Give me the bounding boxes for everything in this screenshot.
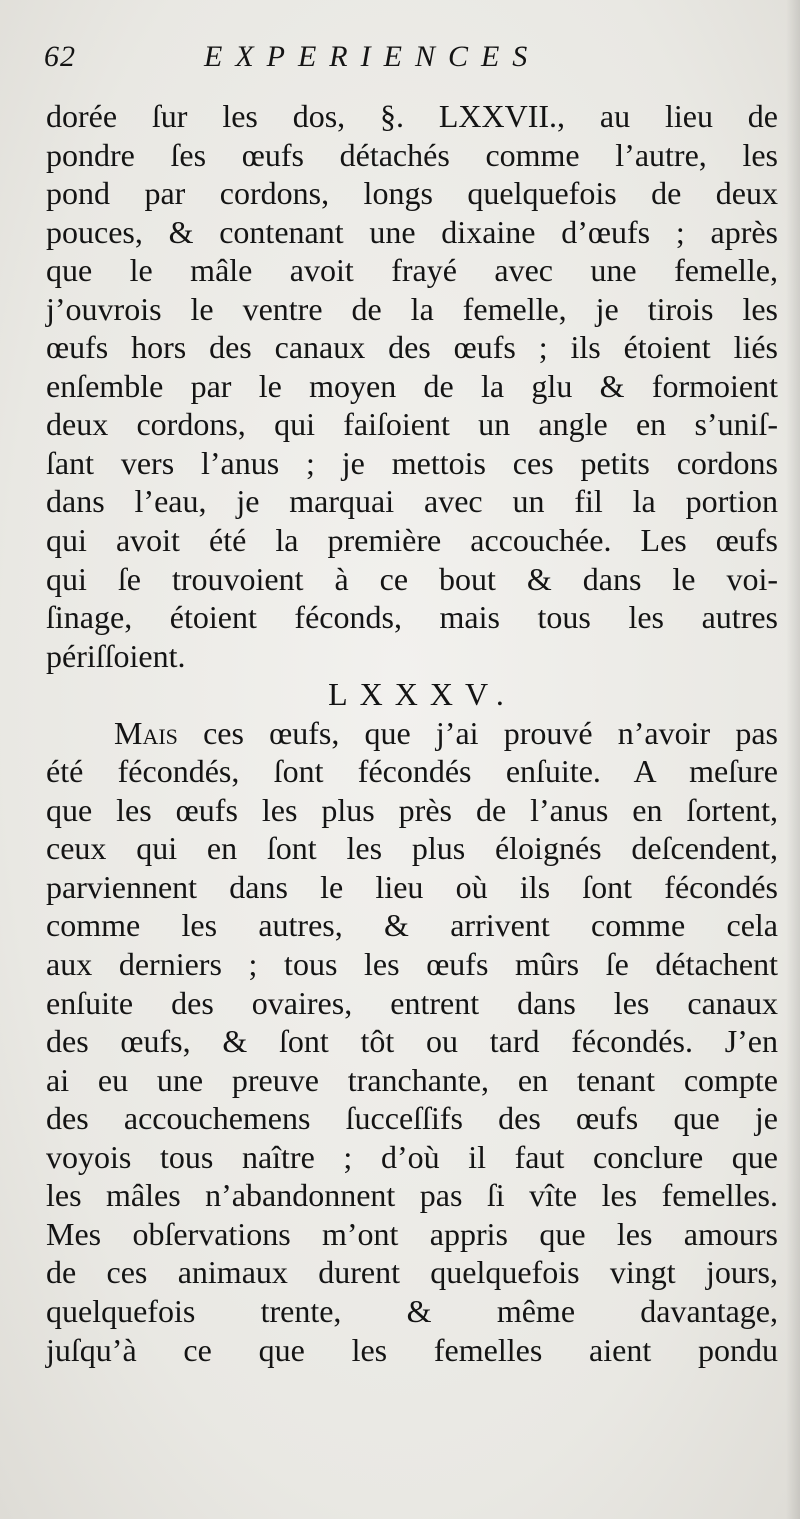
- page-number: 62: [44, 40, 76, 73]
- text-line: œufs hors des canaux des œufs ; ils étoient liés: [46, 329, 778, 366]
- running-title: EXPERIENCES: [204, 40, 541, 73]
- text-line: quelquefois trente, & même davantage,: [46, 1292, 778, 1329]
- text-line: de ces animaux durent quelquefois vingt jours,: [46, 1254, 778, 1291]
- text-line: qui ſe trouvoient à ce bout & dans le voi-: [46, 560, 778, 597]
- first-line-rest: ces œufs, que j’ai prouvé n’avoir pas: [177, 714, 778, 751]
- text-line: dans l’eau, je marquai avec un fil la portion: [46, 483, 778, 520]
- text-line: Mes obſervations m’ont appris que les amours: [46, 1215, 778, 1252]
- text-line: deux cordons, qui faiſoient un angle en s’uniſ-: [46, 406, 778, 443]
- text-line: j’ouvrois le ventre de la femelle, je tirois les: [46, 290, 778, 327]
- text-line: qui avoit été la première accouchée. Les œufs: [46, 522, 778, 559]
- text-line-first: [46, 714, 778, 753]
- text-line: enſuite des ovaires, entrent dans les canaux: [46, 984, 778, 1021]
- section-heading: LXXXV.: [328, 676, 516, 713]
- text-line: aux derniers ; tous les œufs mûrs ſe détachent: [46, 946, 778, 983]
- text-line: les mâles n’abandonnent pas ſi vîte les femelles.: [46, 1177, 778, 1214]
- text-line: pondre ſes œufs détachés comme l’autre, les: [46, 136, 778, 173]
- text-line: des œufs, & ſont tôt ou tard fécondés. J’en: [46, 1023, 778, 1060]
- text-line: comme les autres, & arrivent comme cela: [46, 907, 778, 944]
- text-line: que le mâle avoit frayé avec une femelle,: [46, 252, 778, 289]
- text-line: que les œufs les plus près de l’anus en ſortent,: [46, 791, 778, 828]
- text-line: voyois tous naître ; d’où il faut conclure que: [46, 1138, 778, 1175]
- body-text: [46, 97, 778, 1369]
- text-line: parviennent dans le lieu où ils ſont fécondés: [46, 868, 778, 905]
- text-line: des accouchemens ſucceſſifs des œufs que je: [46, 1100, 778, 1137]
- text-line: pouces, & contenant une dixaine d’œufs ; après: [46, 213, 778, 250]
- text-line: pond par cordons, longs quelquefois de deux: [46, 175, 778, 212]
- paragraph-2: [46, 714, 778, 1369]
- running-head: [44, 40, 764, 80]
- text-line: périſſoient.: [46, 637, 186, 674]
- text-line: juſqu’à ce que les femelles aient pondu: [46, 1331, 778, 1368]
- text-line: ſant vers l’anus ; je mettois ces petits cordons: [46, 444, 778, 481]
- text-line: été fécondés, ſont fécondés enſuite. A meſure: [46, 753, 778, 790]
- page-edge-shadow: [786, 0, 800, 1519]
- text-line: ſinage, étoient féconds, mais tous les autres: [46, 599, 778, 636]
- text-line: dorée ſur les dos, §. LXXVII., au lieu de: [46, 98, 778, 134]
- initial-word: Mais: [114, 714, 178, 751]
- text-line: ceux qui en ſont les plus éloignés deſcendent,: [46, 830, 778, 867]
- text-line: enſemble par le moyen de la glu & formoient: [46, 367, 778, 404]
- text-line: ai eu une preuve tranchante, en tenant compte: [46, 1061, 778, 1098]
- paragraph-1: [46, 97, 778, 675]
